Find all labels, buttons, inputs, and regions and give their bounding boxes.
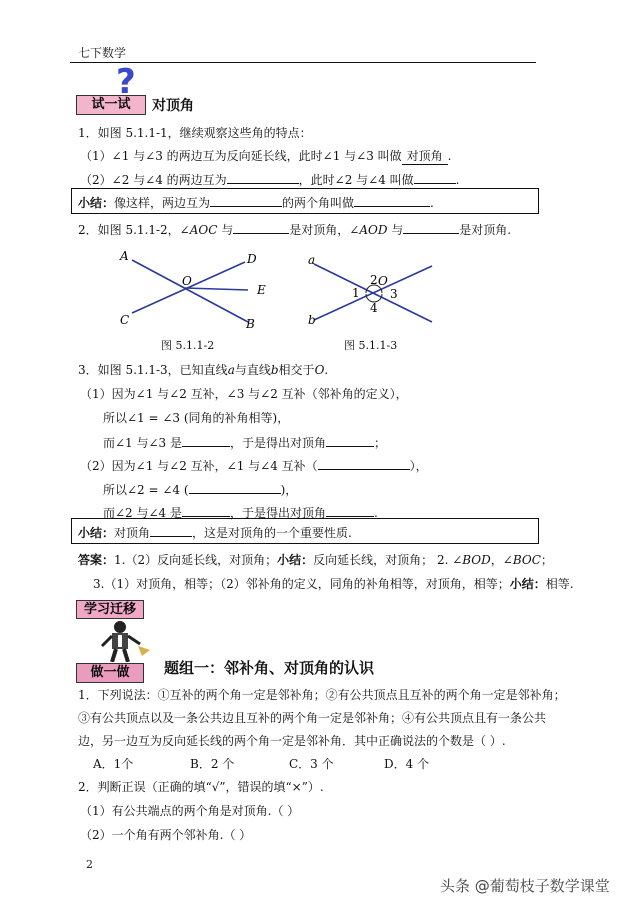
option-A: A．1个 — [93, 757, 134, 771]
option-C: C．3 个 — [289, 757, 334, 771]
option-D: D．4 个 — [384, 757, 430, 771]
q3-line1: （1）因为∠1 与∠2 互补，∠3 与∠2 互补（邻补角的定义）， — [80, 387, 408, 401]
figure-5-1-1-3 — [300, 250, 440, 332]
header-rule — [70, 62, 536, 63]
q3-line4: （2）因为∠1 与∠2 互补，∠1 与∠4 互补（ ）， — [80, 456, 428, 474]
watermark: 头条 @葡萄枝子数学课堂 — [440, 877, 610, 895]
summary2-text: 小结：对顶角 ，这是对顶角的一个重要性质. — [78, 523, 352, 541]
label-a: a — [308, 253, 316, 267]
try-badge-label: 试一试 — [91, 97, 131, 112]
figure2-caption: 图 5.1.1-2 — [161, 339, 215, 352]
q3-line2: 所以∠1 = ∠3 (同角的补角相等)， — [103, 411, 290, 425]
student-figure-icon — [92, 620, 152, 662]
label-D: D — [247, 252, 257, 266]
s2-q2-stem: 2．判断正误（正确的填“√”，错误的填“×”）. — [78, 780, 324, 794]
q2-text: 2．如图 5.1.1-2，∠AOC 与 是对顶角，∠AOD 与 是对顶角. — [78, 220, 511, 238]
q3-line3: 而∠1 与∠3 是 ，于是得出对顶角 ； — [103, 433, 386, 451]
header-title: 七下数学 — [78, 46, 127, 60]
q3-line6: 而∠2 与∠4 是 ，于是得出对顶角 . — [103, 503, 378, 521]
section2-title: 题组一：邻补角、对顶角的认识 — [164, 659, 375, 677]
s2-q2-line2: （2）一个角有两个邻补角.（ ） — [80, 828, 252, 842]
q3-line5: 所以∠2 = ∠4 ( )， — [103, 480, 297, 498]
s2-q1-line2: ③有公共顶点以及一条公共边且互补的两个角一定是邻补角；④有公共顶点且有一条公共 — [78, 711, 547, 725]
label-B: B — [246, 317, 255, 331]
figure-5-1-1-2 — [110, 248, 280, 338]
answer-line2: 3.（1）对顶角，相等；（2）邻补角的定义，同角的补角相等，对顶角，相等；小结：相等. — [93, 577, 574, 591]
section1-title: 对顶角 — [152, 98, 194, 114]
s2-q1-line1: 1．下列说法：①互补的两个角一定是邻补角；②有公共顶点且互补的两个角一定是邻补角； — [78, 688, 566, 702]
learning-transfer-badge: 学习迁移 — [76, 600, 144, 619]
summary1-text: 小结：像这样，两边互为 的两个角叫做 . — [78, 193, 434, 211]
label-C: C — [120, 313, 130, 327]
q3-stem: 3．如图 5.1.1-3，已知直线a与直线b相交于O. — [78, 363, 329, 377]
label-4: 4 — [370, 301, 378, 315]
question-mark-icon: ? — [116, 62, 136, 102]
ray-OE — [185, 288, 248, 290]
label-A: A — [120, 249, 129, 263]
answer-line1: 答案：1.（2）反向延长线，对顶角；小结：反向延长线，对顶角； 2. ∠BOD，∠BOC； — [78, 553, 553, 567]
page-number: 2 — [86, 858, 93, 871]
do-it-badge: 做一做 — [76, 663, 144, 683]
label-O: O — [182, 274, 192, 288]
label-E: E — [257, 283, 266, 297]
label-3: 3 — [390, 287, 398, 301]
label-b: b — [308, 313, 316, 327]
option-B: B．2 个 — [190, 757, 235, 771]
label-1: 1 — [352, 286, 360, 300]
figure3-caption: 图 5.1.1-3 — [344, 339, 398, 352]
s2-q2-line1: （1）有公共端点的两个角是对顶角.（ ） — [80, 804, 300, 818]
s2-q1-line3: 边，另一边互为反向延长线的两个角一定是邻补角．其中正确说法的个数是（ ）. — [78, 734, 506, 748]
q1-part2: （2）∠2 与∠4 的两边互为 ，此时∠2 与∠4 叫做 . — [80, 170, 460, 188]
q1-part1-answer: 对顶角 — [402, 147, 448, 165]
q1-stem: 1．如图 5.1.1-1，继续观察这些角的特点： — [78, 126, 312, 140]
q1-part1: （1）∠1 与∠3 的两边互为反向延长线，此时∠1 与∠3 叫做 对顶角 . — [80, 149, 452, 163]
label-2: 2 — [370, 273, 378, 287]
label-O3: O — [378, 274, 388, 288]
